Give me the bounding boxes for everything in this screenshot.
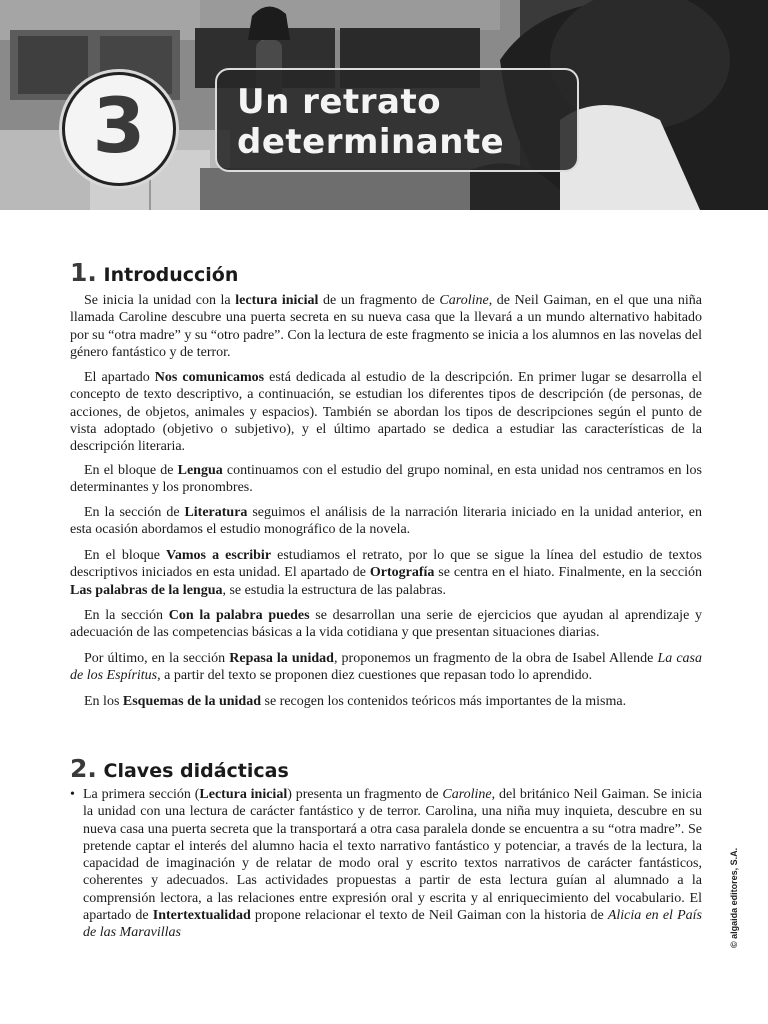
italic-title: La casa de los Espíritus — [70, 651, 703, 684]
text-run: , se estudia la estructura de las palabras. — [222, 582, 447, 598]
paragraph — [70, 369, 702, 455]
paragraph — [70, 462, 702, 497]
unit-title-box — [215, 68, 579, 172]
text-run: La primera sección ( — [83, 787, 200, 802]
unit-title-line-2: determinante — [237, 122, 505, 162]
paragraph — [70, 292, 702, 361]
text-run: En el bloque de — [84, 463, 178, 478]
text-run: Se inicia la unidad con la — [84, 293, 236, 308]
text-run: En el bloque — [84, 548, 167, 563]
bold-term: Nos comunicamos — [154, 370, 265, 385]
section-title: Introducción — [103, 264, 239, 286]
bold-term: Repasa la unidad — [229, 651, 334, 666]
text-run: propone relacionar el texto de Neil Gaiman con la historia de — [250, 908, 608, 924]
bold-term: Con la palabra puedes — [168, 608, 310, 623]
bold-term: Lectura inicial — [199, 787, 288, 802]
text-run: se desarrollan una serie de ejercicios que ayudan al aprendizaje y adecuación de las competencias básicas a la vida cotidiana y que presentan situaciones diarias. — [70, 608, 702, 641]
text-run: , de Neil Gaiman, en el que una niña llamada Caroline descubre una puerta secreta en su nueva casa que la llevará a un mundo alternativo habitado por su “otra madre” y su “otro padre”. Con la lectura de este fragmento se inicia a los alumnos en las novelas del género fantástico y de terror. — [70, 293, 703, 360]
section-number: 2. — [70, 754, 97, 783]
paragraph — [70, 547, 702, 599]
bold-term: Vamos a escribir — [166, 548, 272, 563]
unit-number: 3 — [92, 81, 146, 170]
bold-term: Las palabras de la lengua — [70, 582, 223, 598]
italic-title: Caroline — [442, 787, 492, 802]
text-run: seguimos el análisis de la narración literaria iniciado en la unidad anterior, en esta ocasión abordamos el estudio monográfico de la novela. — [70, 505, 702, 538]
section-number: 1. — [70, 258, 97, 287]
section-heading-claves-didacticas — [70, 754, 289, 783]
text-run: El apartado — [84, 370, 155, 385]
text-run: , a partir del texto se proponen diez cuestiones que repasan todo lo aprendido. — [157, 668, 593, 684]
section-title: Claves didácticas — [103, 760, 289, 782]
italic-title: Caroline — [439, 293, 489, 308]
bold-term: Esquemas de la unidad — [122, 694, 261, 709]
bold-term: Ortografía — [369, 565, 435, 581]
text-run: , proponemos un fragmento de la obra de Isabel Allende — [333, 651, 658, 666]
bold-term: Intertextualidad — [152, 908, 251, 924]
text-run: ) presenta un fragmento de — [287, 787, 443, 802]
text-run: En los — [84, 694, 123, 709]
paragraph — [70, 693, 702, 710]
bullet-text — [83, 787, 702, 940]
bold-term: Lengua — [177, 463, 223, 478]
section-heading-introduccion — [70, 258, 238, 287]
text-run: estudiamos el retrato, por lo que se sigue la línea del estudio de textos descriptivos iniciados en esta unidad. El apartado de — [70, 548, 702, 581]
header-illustration — [0, 0, 768, 210]
text-run: se recogen los contenidos teóricos más importantes de la misma. — [261, 694, 627, 709]
unit-title-line-1: Un retrato — [237, 82, 442, 122]
text-run: Por último, en la sección — [84, 651, 230, 666]
text-run: se centra en el hiato. Finalmente, en la sección — [434, 565, 702, 581]
copyright-notice: © algaida editores, S.A. — [729, 847, 739, 948]
text-run: está dedicada al estudio de la descripción. En primer lugar se desarrolla el concepto de texto descriptivo, a continuación, se estudian los diferentes tipos de descripción (de personas, de acciones, de objetos, animales y espacios). También se abordan los tipos de descripciones según el punto de vista adoptado (objetivo o subjetivo), y el último apartado se dedica a estudiar las características de la descripción literaria. — [70, 370, 702, 455]
bold-term: lectura inicial — [235, 293, 319, 308]
text-run: En la sección de — [84, 505, 185, 520]
paragraph — [70, 650, 702, 685]
bullet-item — [70, 786, 702, 942]
unit-number-badge — [62, 72, 176, 186]
bold-term: Literatura — [184, 505, 248, 520]
text-run: En la sección — [84, 608, 169, 623]
italic-title: Alicia en el País de las Maravillas — [83, 908, 702, 941]
paragraph — [70, 607, 702, 642]
text-run: de un fragmento de — [318, 293, 440, 308]
text-run: continuamos con el estudio del grupo nominal, en esta unidad nos centramos en los determinantes y los pronombres. — [70, 463, 702, 496]
text-run: , del británico Neil Gaiman. Se inicia la unidad con una lectura de carácter fantástico y de terror. Carolina, una niña muy inquieta, descubre en su nueva casa una puerta secreta que la transportará a otra casa paralela donde se encuentra a su “otra madre”. Se pretende captar el interés del alumno hacia el texto narrativo fantástico y potenciar, a través de la lectura, la capacidad de imaginación y de relatar de modo oral y escrito textos narrativos de carácter fantásticos, coherentes y adecuados. Las actividades propuestas a partir de esta lectura guían al alumnado a la comprensión lectora, a las relaciones entre expresión oral y escrita y al enriquecimiento del vocabulario. El apartado de — [83, 787, 702, 924]
bullet-dot-icon: • — [70, 787, 75, 802]
paragraph — [70, 504, 702, 539]
